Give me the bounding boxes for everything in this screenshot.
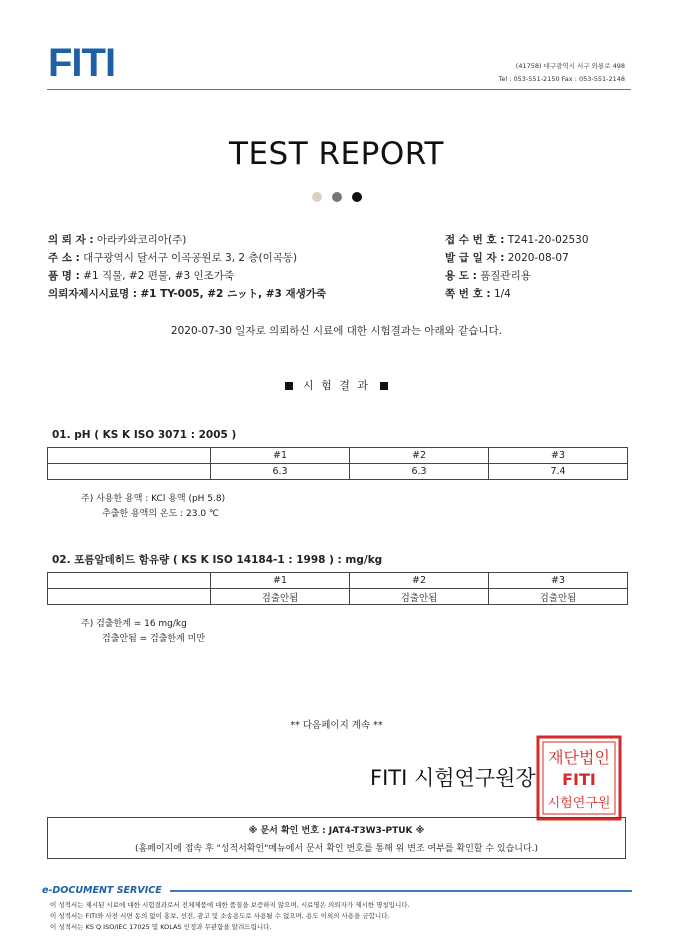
info-row-issue-date: 발 급 일 자 : 2020-08-07 (445, 252, 569, 264)
test1-table (47, 447, 628, 480)
svg-text:FITI: FITI (562, 770, 596, 789)
svg-text:시험연구원: 시험연구원 (547, 796, 611, 811)
continued-note: ** 다음페이지 계속 ** (290, 720, 383, 731)
info-row-page: 쪽 번 호 : 1/4 (445, 288, 511, 300)
test2-title: 02. 포름알데히드 함유량 ( KS K ISO 14184-1 : 1998 ) : mg/kg (52, 554, 383, 566)
verification-box (47, 817, 626, 859)
logo-text: FITI (48, 41, 116, 84)
decor-dot-3 (352, 192, 362, 202)
fiti-logo (48, 40, 153, 84)
footer-divider (170, 890, 632, 892)
square-bullet-icon (380, 382, 388, 390)
address-line: (41758) 대구광역시 서구 와룡로 498 (515, 62, 625, 70)
table-row: 6.3 6.3 7.4 (48, 464, 628, 480)
square-bullet-icon (285, 382, 293, 390)
info-row-sample: 의뢰자제시시료명 : #1 TY-005, #2 ニット, #3 재생가죽 (48, 288, 327, 300)
svg-text:재단법인: 재단법인 (548, 748, 610, 767)
info-row-receipt: 접 수 번 호 : T241-20-02530 (445, 234, 589, 246)
verification-instructions: (홈페이지에 접속 후 "성적서확인"메뉴에서 문서 확인 번호를 통해 위 변조 여부를 확인할 수 있습니다.) (134, 844, 539, 854)
test2-notes: 주) 검출한계 = 16 mg/kg 검출안됨 = 검출한계 미만 (81, 619, 206, 644)
client-info (48, 231, 326, 303)
table-row: 검출안됨 검출안됨 검출안됨 (48, 589, 628, 605)
header-divider (47, 89, 631, 90)
results-heading: 시 험 결 과 (0, 377, 673, 393)
test1-notes: 주) 사용한 용액 : KCl 용액 (pH 5.8) 추출한 용액의 온도 : 23.0 ℃ (81, 494, 226, 519)
report-info (445, 231, 589, 303)
company-address (499, 60, 625, 86)
decor-dot-2 (332, 192, 342, 202)
decor-dot-1 (312, 192, 322, 202)
verification-number: ※ 문서 확인 번호 : JAT4-T3W3-PTUK ※ (248, 826, 425, 836)
test2-table (47, 572, 628, 605)
intro-text: 2020-07-30 일자로 의뢰하신 시료에 대한 시험결과는 아래와 같습니다. (170, 325, 503, 337)
official-seal (536, 735, 622, 821)
info-row-purpose: 용 도 : 품질관리용 (445, 270, 531, 282)
report-title: TEST REPORT (229, 136, 444, 172)
test1-title: 01. pH ( KS K ISO 3071 : 2005 ) (52, 429, 237, 441)
contact-line: Tel : 053-551-2150 Fax : 053-551-2148 (498, 75, 625, 83)
table-header-row: #1 #2 #3 (48, 448, 628, 464)
info-row-client: 의 뢰 자 : 아라카와코리아(주) (48, 234, 187, 246)
table-header-row: #1 #2 #3 (48, 573, 628, 589)
footer-disclaimer: 이 성적서는 제시된 시료에 대한 시험결과로서 전체제품에 대한 품질을 보증하지 않으며, 시료명은 의뢰자가 제시한 명칭입니다. 이 성적서는 FITI와 사전 서면 동의 없이 홍보, 선전, 광고 및 소송용도로 사용될 수 없으며, 용도 이외의 사용을 금합니다. 이 성적서는 KS Q ISO/IEC 17025 및 KOLAS 인정과 무관함을 알려드립니다. (50, 901, 410, 931)
info-row-address: 주 소 : 대구광역시 달서구 이곡공원로 3, 2 층(이곡동) (48, 252, 298, 264)
edocument-title: e-DOCUMENT SERVICE (42, 885, 162, 896)
info-row-product: 품 명 : #1 직물, #2 편물, #3 인조가죽 (48, 270, 235, 282)
signature: FITI 시험연구원장 (370, 766, 536, 790)
